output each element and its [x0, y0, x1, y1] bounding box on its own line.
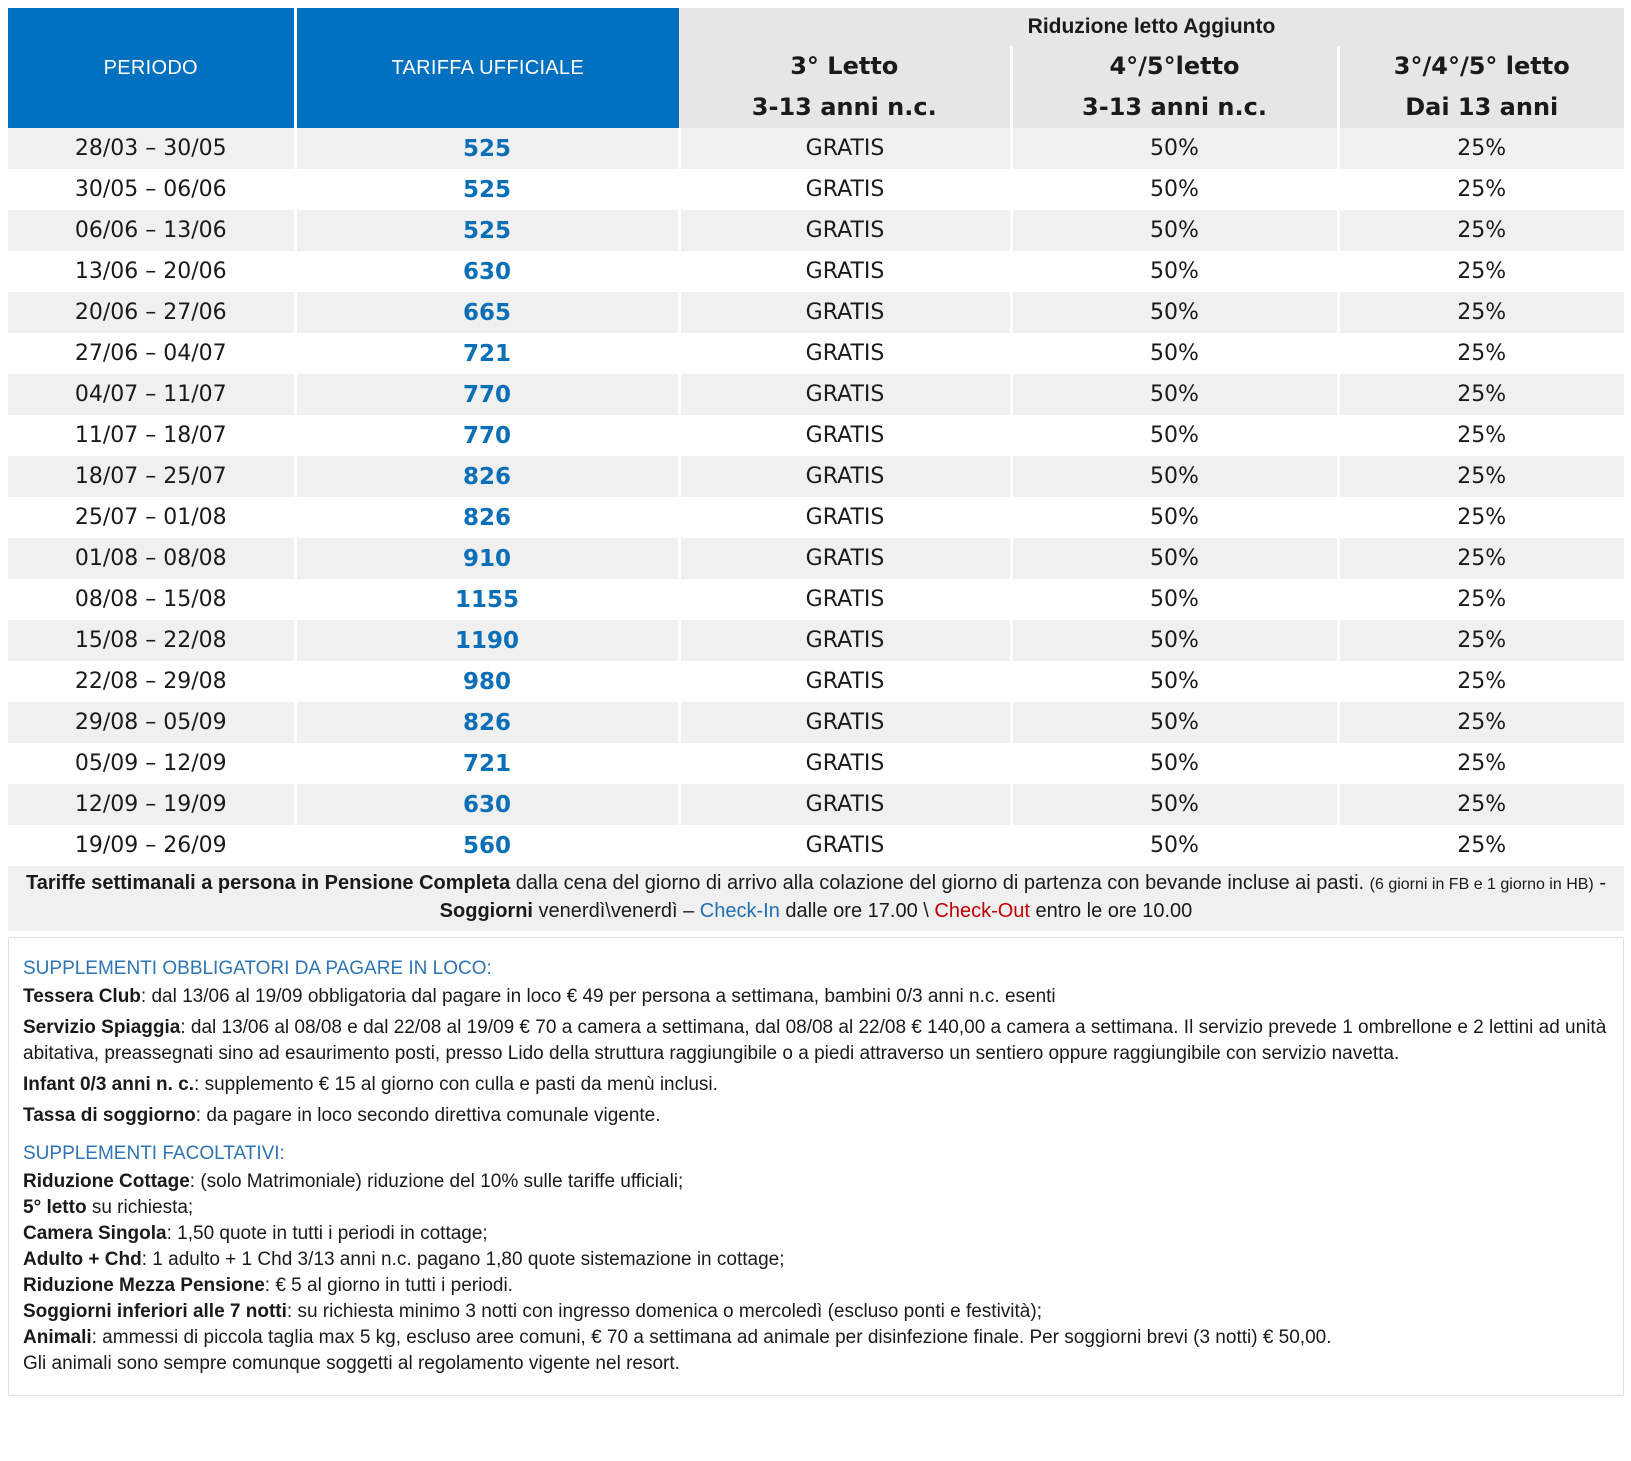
cell-3-4-5-letto: 25% — [1338, 620, 1624, 661]
cell-3-letto: GRATIS — [679, 128, 1011, 169]
cell-4-5-letto: 50% — [1011, 251, 1338, 292]
supplement-item — [23, 1195, 1609, 1221]
header-riduzione: Riduzione letto Aggiunto — [679, 8, 1624, 46]
header-col5-top: 3°/4°/5° letto — [1338, 46, 1624, 86]
supplement-text: : supplemento € 15 al giorno con culla e pasti da menù inclusi. — [194, 1074, 718, 1095]
cell-tariffa: 525 — [295, 169, 679, 210]
supplement-item — [23, 1015, 1609, 1067]
supplement-item — [23, 1072, 1609, 1098]
cell-3-letto: GRATIS — [679, 620, 1011, 661]
table-row — [8, 251, 1624, 292]
cell-3-letto: GRATIS — [679, 661, 1011, 702]
cell-3-letto: GRATIS — [679, 292, 1011, 333]
supplement-label: 5° letto — [23, 1197, 87, 1218]
cell-3-letto: GRATIS — [679, 333, 1011, 374]
supplement-item — [23, 1325, 1609, 1351]
supplements-optional-title: SUPPLEMENTI FACOLTATIVI: — [23, 1143, 285, 1164]
cell-4-5-letto: 50% — [1011, 456, 1338, 497]
cell-periodo: 29/08 – 05/09 — [8, 702, 295, 743]
cell-tariffa: 770 — [295, 374, 679, 415]
supplements-final-line: Gli animali sono sempre comunque soggetti al regolamento vigente nel resort. — [23, 1353, 680, 1374]
cell-tariffa: 826 — [295, 702, 679, 743]
cell-periodo: 06/06 – 13/06 — [8, 210, 295, 251]
cell-4-5-letto: 50% — [1011, 497, 1338, 538]
cell-tariffa: 630 — [295, 784, 679, 825]
cell-3-letto: GRATIS — [679, 415, 1011, 456]
cell-4-5-letto: 50% — [1011, 661, 1338, 702]
supplement-item — [23, 1169, 1609, 1195]
cell-periodo: 15/08 – 22/08 — [8, 620, 295, 661]
cell-tariffa: 721 — [295, 743, 679, 784]
note-text-4: dalle ore 17.00 \ — [779, 900, 935, 922]
supplements-mandatory-list — [23, 984, 1609, 1129]
supplement-item — [23, 1103, 1609, 1129]
header-col5-sub: Dai 13 anni — [1338, 86, 1624, 128]
supplement-item — [23, 1299, 1609, 1325]
supplement-text: : (solo Matrimoniale) riduzione del 10% sulle tariffe ufficiali; — [189, 1171, 684, 1192]
supplement-label: Camera Singola — [23, 1223, 167, 1244]
cell-3-letto: GRATIS — [679, 456, 1011, 497]
note-text-2: - — [1593, 872, 1606, 894]
supplement-item — [23, 1247, 1609, 1273]
header-col4-top: 4°/5°letto — [1011, 46, 1338, 86]
cell-3-letto: GRATIS — [679, 784, 1011, 825]
table-row — [8, 620, 1624, 661]
cell-3-4-5-letto: 25% — [1338, 702, 1624, 743]
cell-periodo: 04/07 – 11/07 — [8, 374, 295, 415]
header-col4-sub: 3-13 anni n.c. — [1011, 86, 1338, 128]
cell-4-5-letto: 50% — [1011, 538, 1338, 579]
cell-periodo: 11/07 – 18/07 — [74, 423, 227, 448]
rates-note — [8, 866, 1624, 931]
supplement-item — [23, 1273, 1609, 1299]
rates-table — [8, 8, 1624, 866]
table-row — [8, 661, 1624, 702]
note-text-5: entro le ore 10.00 — [1029, 900, 1193, 922]
supplement-text: : € 5 al giorno in tutti i periodi. — [264, 1275, 513, 1296]
cell-4-5-letto: 50% — [1011, 784, 1338, 825]
supplement-text: : ammessi di piccola taglia max 5 kg, escluso aree comuni, € 70 a settimana ad animale per disinfezione finale. Per soggiorni brevi (3 notti) € 50,00. — [91, 1327, 1332, 1348]
cell-periodo: 13/06 – 20/06 — [74, 259, 227, 284]
check-out-label: Check-Out — [934, 900, 1030, 922]
cell-3-4-5-letto: 25% — [1338, 661, 1624, 702]
supplement-label: Soggiorni inferiori alle 7 notti — [23, 1301, 287, 1322]
cell-tariffa: 630 — [295, 251, 679, 292]
table-row — [8, 702, 1624, 743]
table-row — [8, 210, 1624, 251]
page — [8, 8, 1624, 1396]
table-row — [8, 169, 1624, 210]
supplement-label: Animali — [23, 1327, 92, 1348]
cell-periodo: 30/05 – 06/06 — [74, 177, 227, 202]
cell-4-5-letto: 50% — [1011, 579, 1338, 620]
cell-tariffa: 665 — [295, 292, 679, 333]
cell-3-4-5-letto: 25% — [1338, 456, 1624, 497]
cell-4-5-letto: 50% — [1011, 333, 1338, 374]
cell-3-letto: GRATIS — [679, 579, 1011, 620]
note-text-3: venerdì\venerdì – — [533, 900, 700, 922]
cell-periodo: 28/03 – 30/05 — [8, 128, 295, 169]
cell-3-4-5-letto: 25% — [1338, 784, 1624, 825]
table-row — [8, 415, 1624, 456]
check-in-label: Check-In — [699, 900, 780, 922]
cell-3-letto: GRATIS — [679, 169, 1011, 210]
cell-periodo: 20/06 – 27/06 — [8, 292, 295, 333]
cell-3-letto: GRATIS — [679, 538, 1011, 579]
cell-periodo: 05/09 – 12/09 — [74, 751, 227, 776]
supplement-text: : dal 13/06 al 19/09 obbligatoria dal pagare in loco € 49 per persona a settimana, bambini 0/3 anni n.c. esenti — [140, 986, 1056, 1007]
supplement-item — [23, 984, 1609, 1010]
cell-tariffa: 826 — [295, 456, 679, 497]
supplement-label: Adulto + Chd — [23, 1249, 142, 1270]
cell-3-4-5-letto: 25% — [1338, 333, 1624, 374]
cell-periodo: 22/08 – 29/08 — [74, 669, 227, 694]
cell-tariffa: 721 — [295, 333, 679, 374]
note-bold-2: Soggiorni — [439, 900, 533, 922]
supplement-label: Tassa di soggiorno — [23, 1105, 196, 1126]
cell-tariffa: 826 — [295, 497, 679, 538]
supplements-mandatory-title: SUPPLEMENTI OBBLIGATORI DA PAGARE IN LOCO: — [23, 958, 492, 979]
supplement-text: : su richiesta minimo 3 notti con ingresso domenica o mercoledì (escluso ponti e festività); — [286, 1301, 1042, 1322]
cell-4-5-letto: 50% — [1011, 415, 1338, 456]
cell-3-letto: GRATIS — [679, 497, 1011, 538]
cell-3-4-5-letto: 25% — [1338, 374, 1624, 415]
supplement-label: Riduzione Mezza Pensione — [23, 1275, 265, 1296]
table-row — [8, 579, 1624, 620]
supplement-text: : 1,50 quote in tutti i periodi in cottage; — [166, 1223, 488, 1244]
cell-3-letto: GRATIS — [679, 251, 1011, 292]
supplements-box — [8, 937, 1624, 1396]
cell-3-letto: GRATIS — [679, 702, 1011, 743]
cell-3-4-5-letto: 25% — [1338, 128, 1624, 169]
table-row — [8, 784, 1624, 825]
cell-tariffa: 980 — [295, 661, 679, 702]
supplement-label: Riduzione Cottage — [23, 1171, 190, 1192]
cell-4-5-letto: 50% — [1011, 743, 1338, 784]
table-row — [8, 538, 1624, 579]
cell-periodo: 25/07 – 01/08 — [74, 505, 227, 530]
cell-3-letto: GRATIS — [679, 825, 1011, 866]
cell-4-5-letto: 50% — [1011, 128, 1338, 169]
table-row — [8, 743, 1624, 784]
cell-tariffa: 1155 — [295, 579, 679, 620]
cell-3-4-5-letto: 25% — [1338, 210, 1624, 251]
table-row — [8, 292, 1624, 333]
header-tariffa: TARIFFA UFFICIALE — [295, 8, 679, 128]
header-col3-top: 3° Letto — [679, 46, 1011, 86]
supplement-text: : dal 13/06 al 08/08 e dal 22/08 al 19/09 € 70 a camera a settimana, dal 08/08 al 22/08 € 140,00 a camera a settimana. Il servizio prevede 1 ombrellone e 2 lettini ad unità abitativa, preassegnati sino ad esaurimento posti, presso Lido della struttura raggiungibile o a piedi attraverso un sentiero oppure raggiungibile con servizio navetta. — [23, 1017, 1607, 1064]
supplements-optional-list — [23, 1169, 1609, 1351]
supplement-text: : 1 adulto + 1 Chd 3/13 anni n.c. pagano 1,80 quote sistemazione in cottage; — [141, 1249, 785, 1270]
cell-3-letto: GRATIS — [679, 743, 1011, 784]
cell-tariffa: 525 — [295, 128, 679, 169]
cell-4-5-letto: 50% — [1011, 292, 1338, 333]
cell-3-4-5-letto: 25% — [1338, 251, 1624, 292]
cell-periodo: 18/07 – 25/07 — [8, 456, 295, 497]
cell-periodo: 08/08 – 15/08 — [74, 587, 227, 612]
table-row — [8, 825, 1624, 866]
rates-body — [8, 128, 1624, 866]
cell-tariffa: 770 — [295, 415, 679, 456]
cell-3-letto: GRATIS — [679, 374, 1011, 415]
cell-periodo: 01/08 – 08/08 — [8, 538, 295, 579]
note-small-1: (6 giorni in FB e 1 giorno in HB) — [1369, 876, 1594, 893]
cell-3-4-5-letto: 25% — [1338, 538, 1624, 579]
cell-3-4-5-letto: 25% — [1338, 415, 1624, 456]
supplement-item — [23, 1221, 1609, 1247]
cell-tariffa: 1190 — [295, 620, 679, 661]
cell-3-4-5-letto: 25% — [1338, 579, 1624, 620]
cell-3-4-5-letto: 25% — [1338, 169, 1624, 210]
cell-tariffa: 525 — [295, 210, 679, 251]
cell-tariffa: 910 — [295, 538, 679, 579]
table-row — [8, 374, 1624, 415]
header-periodo: PERIODO — [8, 8, 295, 128]
cell-4-5-letto: 50% — [1011, 169, 1338, 210]
note-text-1: dalla cena del giorno di arrivo alla colazione del giorno di partenza con bevande incluse ai pasti. — [510, 872, 1370, 894]
cell-4-5-letto: 50% — [1011, 374, 1338, 415]
supplement-text: su richiesta; — [86, 1197, 194, 1218]
cell-4-5-letto: 50% — [1011, 702, 1338, 743]
cell-3-4-5-letto: 25% — [1338, 292, 1624, 333]
cell-3-4-5-letto: 25% — [1338, 743, 1624, 784]
note-bold-1: Tariffe settimanali a persona in Pensione Completa — [26, 872, 511, 894]
cell-4-5-letto: 50% — [1011, 620, 1338, 661]
cell-periodo: 27/06 – 04/07 — [74, 341, 227, 366]
cell-4-5-letto: 50% — [1011, 825, 1338, 866]
cell-3-4-5-letto: 25% — [1338, 497, 1624, 538]
supplement-text: : da pagare in loco secondo direttiva comunale vigente. — [195, 1105, 661, 1126]
supplement-label: Infant 0/3 anni n. c. — [23, 1074, 195, 1095]
table-row — [8, 497, 1624, 538]
cell-3-4-5-letto: 25% — [1338, 825, 1624, 866]
cell-periodo: 12/09 – 19/09 — [8, 784, 295, 825]
supplement-label: Servizio Spiaggia — [23, 1017, 181, 1038]
cell-periodo: 19/09 – 26/09 — [74, 833, 227, 858]
cell-4-5-letto: 50% — [1011, 210, 1338, 251]
cell-3-letto: GRATIS — [679, 210, 1011, 251]
table-row — [8, 128, 1624, 169]
cell-tariffa: 560 — [295, 825, 679, 866]
supplement-label: Tessera Club — [23, 986, 141, 1007]
table-row — [8, 333, 1624, 374]
header-col3-sub: 3-13 anni n.c. — [679, 86, 1011, 128]
table-row — [8, 456, 1624, 497]
